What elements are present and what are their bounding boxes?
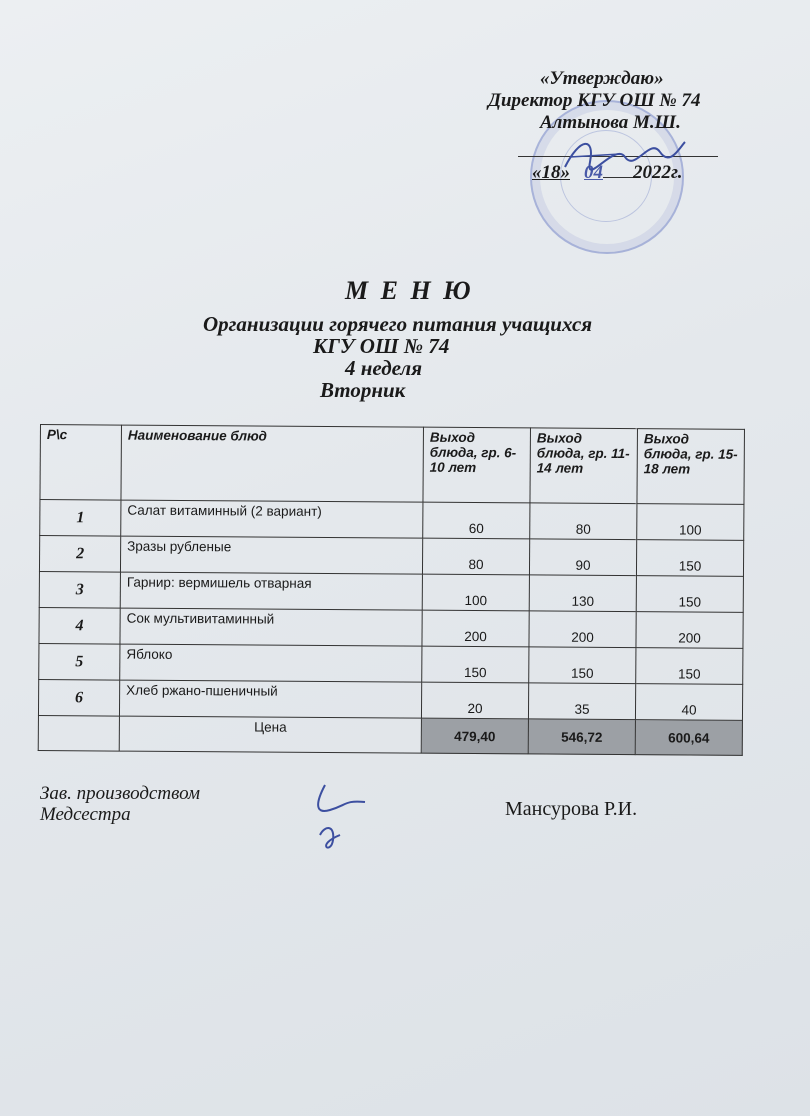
table-header-row xyxy=(40,425,745,505)
production-role: Зав. производством xyxy=(40,783,200,804)
portion-group1: 100 xyxy=(422,574,529,611)
portion-group2: 90 xyxy=(529,539,636,576)
weekday-label: Вторник xyxy=(320,378,406,402)
date-year: 2022г. xyxy=(633,162,683,183)
director-position: Директор КГУ ОШ № 74 xyxy=(488,90,701,111)
portion-group1: 20 xyxy=(421,682,528,719)
portion-group3: 150 xyxy=(636,576,743,613)
menu-subtitle: Организации горячего питания учащихся xyxy=(203,312,593,336)
dish-name: Гарнир: вермишель отварная xyxy=(120,572,422,610)
row-number: 3 xyxy=(39,571,120,608)
portion-group1: 80 xyxy=(422,538,529,575)
col-header-dish: Наименование блюд xyxy=(121,425,424,502)
dish-name: Яблоко xyxy=(120,644,422,682)
date-day: «18» xyxy=(532,162,570,183)
dish-name: Зразы рубленые xyxy=(120,536,422,574)
dish-name: Салат витаминный (2 вариант) xyxy=(121,500,423,538)
director-signature xyxy=(560,132,690,182)
table-row xyxy=(38,679,742,720)
portion-group3: 100 xyxy=(637,504,744,541)
col-header-group3: Выход блюда, гр. 15-18 лет xyxy=(637,429,745,505)
row-number: 4 xyxy=(39,607,120,644)
director-name: Алтынова М.Ш. xyxy=(540,112,681,133)
price-row-empty xyxy=(38,715,119,751)
price-group2: 546,72 xyxy=(528,719,635,755)
portion-group1: 200 xyxy=(422,610,529,647)
portion-group2: 150 xyxy=(529,647,636,684)
portion-group3: 200 xyxy=(636,612,743,649)
price-label: Цена xyxy=(119,716,421,753)
portion-group1: 150 xyxy=(422,646,529,683)
row-number: 1 xyxy=(40,500,121,537)
portion-group2: 200 xyxy=(529,611,636,648)
table-row xyxy=(39,536,743,577)
portion-group3: 40 xyxy=(635,684,742,721)
staff-signature xyxy=(305,780,375,850)
portion-group3: 150 xyxy=(636,648,743,685)
price-row xyxy=(38,715,742,755)
row-number: 2 xyxy=(39,536,120,573)
portion-group2: 35 xyxy=(528,683,635,720)
approval-title: «Утверждаю» xyxy=(540,68,664,89)
page-title: М Е Н Ю xyxy=(345,276,474,305)
portion-group3: 150 xyxy=(636,540,743,577)
table-row xyxy=(40,500,744,541)
portion-group2: 80 xyxy=(530,503,637,540)
date-month: 04 xyxy=(584,162,603,183)
row-number: 5 xyxy=(39,643,120,680)
school-name: КГУ ОШ № 74 xyxy=(313,334,450,358)
nurse-role: Медсестра xyxy=(40,804,131,825)
table-row xyxy=(39,571,743,612)
price-group1: 479,40 xyxy=(421,718,528,754)
col-header-group2: Выход блюда, гр. 11-14 лет xyxy=(530,428,638,504)
col-header-group1: Выход блюда, гр. 6-10 лет xyxy=(423,427,531,503)
menu-table xyxy=(38,424,745,756)
dish-name: Сок мультивитаминный xyxy=(120,608,422,646)
col-header-num: Р\с xyxy=(40,425,122,501)
portion-group1: 60 xyxy=(423,502,530,539)
week-label: 4 неделя xyxy=(345,356,423,380)
table-row xyxy=(39,643,743,684)
row-number: 6 xyxy=(38,679,119,716)
table-row xyxy=(39,607,743,648)
portion-group2: 130 xyxy=(529,575,636,612)
nurse-name: Мансурова Р.И. xyxy=(505,798,638,820)
price-group3: 600,64 xyxy=(635,720,742,756)
dish-name: Хлеб ржано-пшеничный xyxy=(119,680,421,718)
